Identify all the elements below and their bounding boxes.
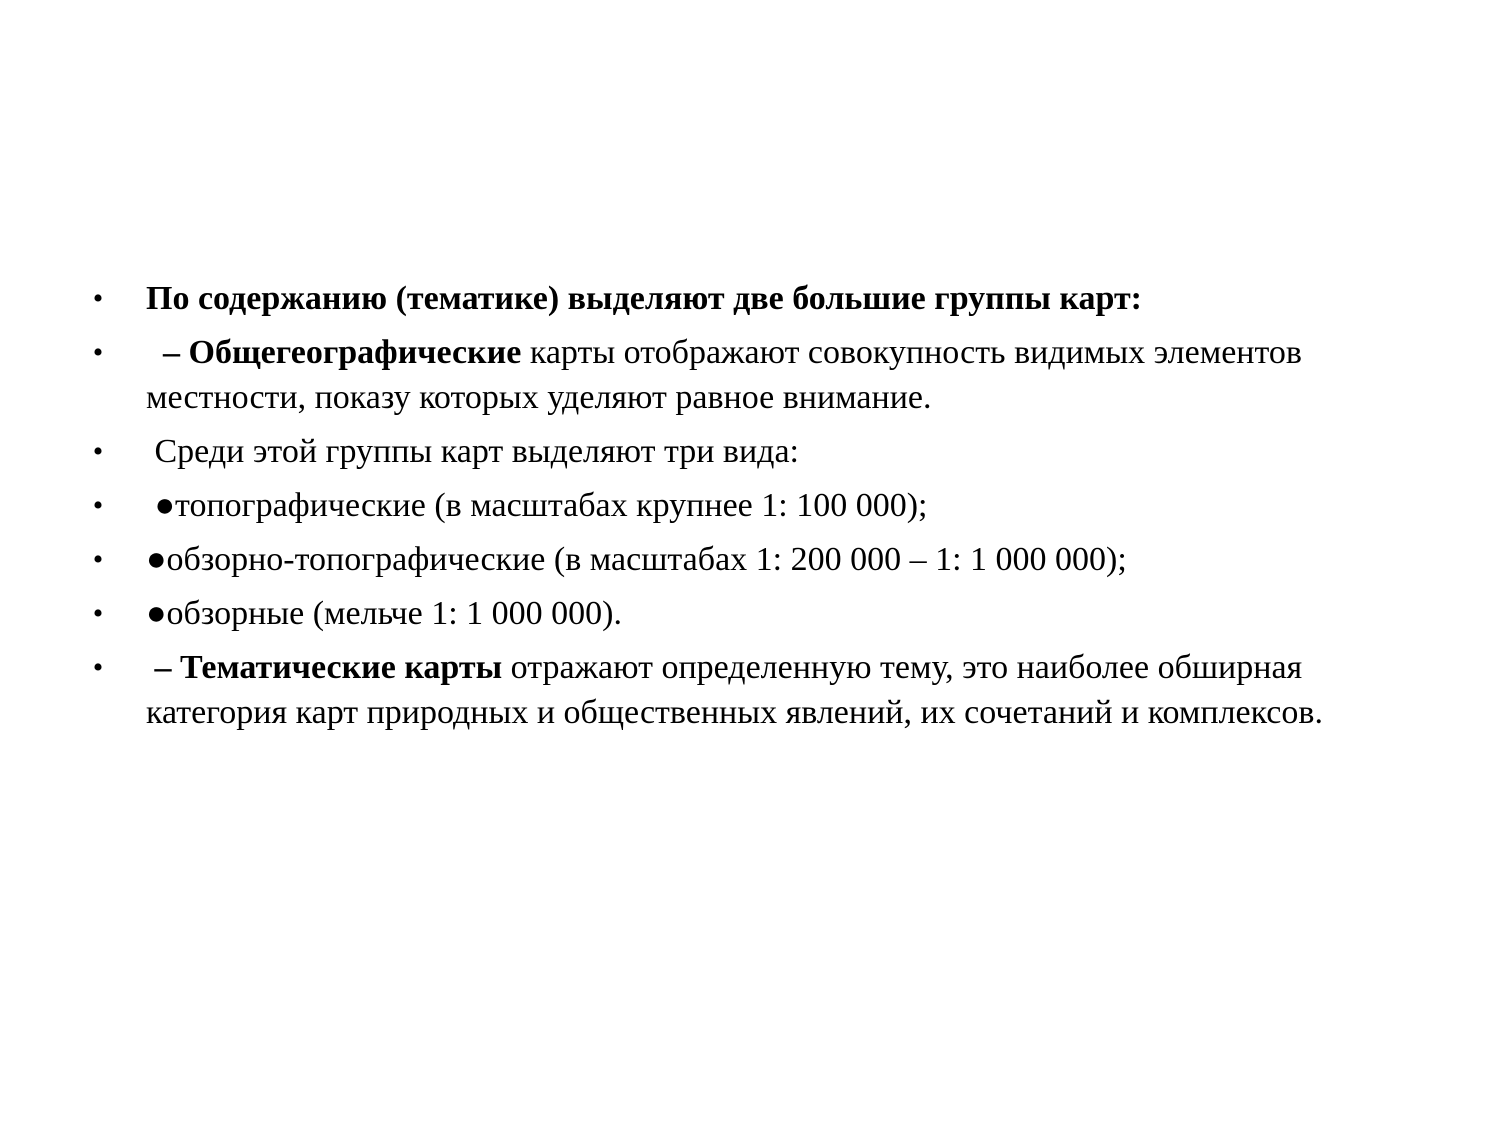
bullet-icon: • bbox=[92, 597, 104, 630]
list-item bbox=[88, 483, 1408, 528]
bullet-icon: • bbox=[92, 282, 104, 315]
list-item bbox=[88, 330, 1408, 420]
item-text: карты отображают совокупность видимых элементов местности, показу которых уделяют равное внимание. bbox=[146, 334, 1302, 416]
item-lead-space bbox=[146, 649, 155, 686]
item-text: Среди этой группы карт выделяют три вида: bbox=[154, 433, 800, 470]
bullet-icon: • bbox=[92, 543, 104, 576]
bullet-icon: • bbox=[92, 435, 104, 468]
item-text: ●топографические (в масштабах крупнее 1: 100 000); bbox=[154, 487, 928, 524]
bullet-icon: • bbox=[92, 489, 104, 522]
bullet-list bbox=[88, 276, 1408, 744]
item-bold-text: – Тематические карты bbox=[154, 649, 503, 686]
list-item bbox=[88, 537, 1408, 582]
list-item bbox=[88, 429, 1408, 474]
item-bold-text: По содержанию (тематике) выделяют две большие группы карт: bbox=[146, 280, 1142, 317]
item-lead-space bbox=[146, 334, 163, 371]
bullet-icon: • bbox=[92, 336, 104, 369]
item-text: ●обзорно-топографические (в масштабах 1: 200 000 – 1: 1 000 000); bbox=[146, 541, 1127, 578]
list-item bbox=[88, 645, 1408, 735]
item-bold-text: – Общегеографические bbox=[163, 334, 522, 371]
list-item bbox=[88, 276, 1408, 321]
item-text: ●обзорные (мельче 1: 1 000 000). bbox=[146, 595, 622, 632]
item-lead-space bbox=[146, 433, 155, 470]
list-item bbox=[88, 591, 1408, 636]
bullet-icon: • bbox=[92, 651, 104, 684]
item-lead-space bbox=[146, 487, 155, 524]
item-text: отражают определенную тему, это наиболее обширная категория карт природных и общественных явлений, их сочетаний и комплексов. bbox=[146, 649, 1323, 731]
